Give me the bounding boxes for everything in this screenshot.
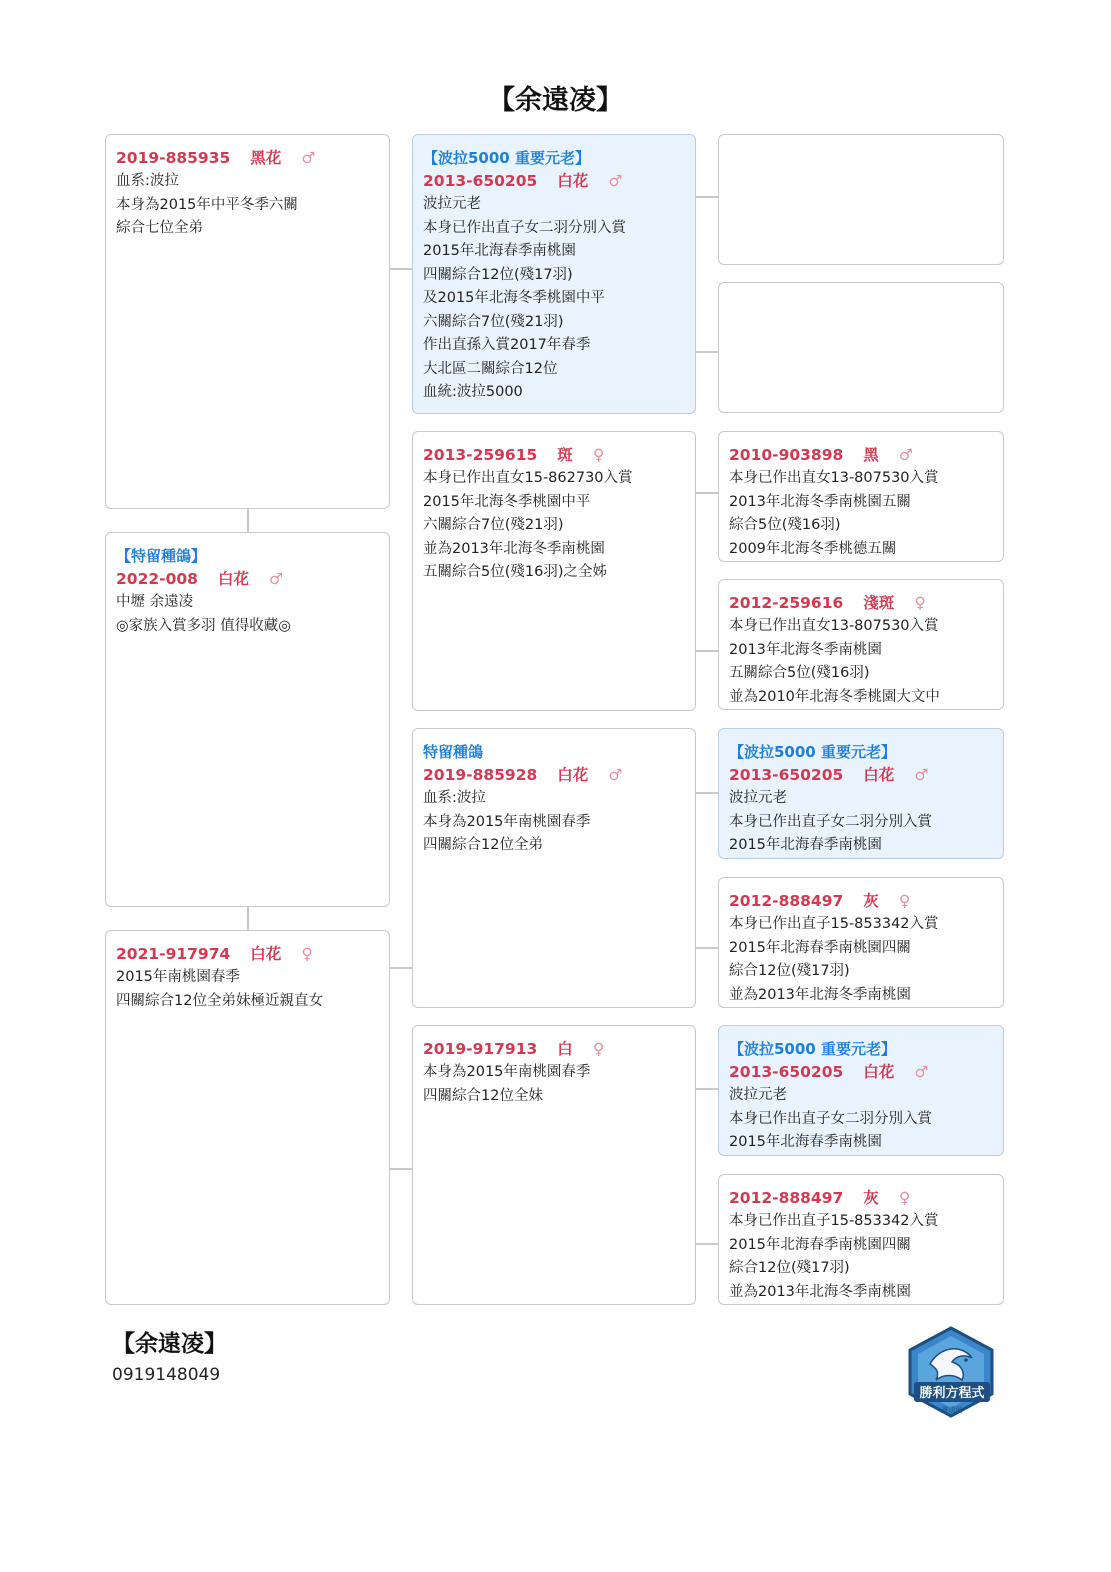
- connector: [695, 1243, 719, 1245]
- feather-color: 白花: [863, 1063, 895, 1081]
- pedigree-note: 2015年北海春季南桃園四關: [729, 939, 911, 956]
- logo-subtext: 賽鴿網: [941, 1406, 963, 1414]
- pedigree-note: 血統:波拉5000: [423, 384, 523, 400]
- pedigree-note: 綜合5位(殘16羽): [729, 517, 841, 533]
- pedigree-note: 並為2013年北海冬季南桃園: [729, 986, 911, 1003]
- sex-symbol: ♀: [301, 945, 313, 963]
- connector: [695, 196, 719, 198]
- pedigree-note: ◎家族入賞多羽 值得收藏◎: [116, 617, 291, 634]
- dam-sire-card: [412, 728, 696, 1008]
- sex-symbol: ♂: [608, 766, 623, 784]
- pedigree-note: 2015年南桃園春季: [116, 969, 240, 985]
- pedigree-note: 四關綜合12位全妹: [423, 1087, 543, 1104]
- connector: [695, 1088, 719, 1090]
- pedigree-note: 血系:波拉: [116, 173, 179, 189]
- pedigree-note: 2013年北海冬季南桃園: [729, 641, 882, 658]
- connector: [247, 906, 249, 931]
- feather-color: 灰: [863, 892, 879, 910]
- connector: [389, 1168, 413, 1170]
- pedigree-note: 六關綜合7位(殘21羽): [423, 517, 564, 533]
- pedigree-note: 本身已作出直子女二羽分別入賞: [729, 813, 932, 830]
- pigeon-header: [729, 1061, 993, 1084]
- pedigree-note: 五關綜合5位(殘16羽): [729, 665, 870, 681]
- pigeon-header: [423, 764, 685, 787]
- pigeon-header: [423, 444, 685, 467]
- sex-symbol: ♂: [301, 149, 316, 167]
- dam-card: [105, 930, 390, 1305]
- ring-number: 2021-917974: [116, 945, 231, 963]
- connector: [695, 947, 719, 949]
- card-tag: 【波拉5000 重要元老】: [729, 1040, 896, 1058]
- pedigree-note: 2013年北海冬季南桃園五關: [729, 493, 911, 510]
- pedigree-note: 四關綜合12位(殘17羽): [423, 266, 573, 283]
- feather-color: 黑花: [250, 149, 282, 167]
- pigeon-header: [423, 170, 685, 193]
- pigeon-header: [729, 444, 993, 467]
- pedigree-note: 並為2010年北海冬季桃園大文中: [729, 688, 940, 705]
- pigeon-header: [116, 568, 379, 591]
- pedigree-note: 2015年北海冬季桃園中平: [423, 493, 591, 510]
- g3-card-5: [718, 728, 1004, 859]
- ring-number: 2012-888497: [729, 892, 844, 910]
- sex-symbol: ♀: [898, 892, 911, 910]
- feather-color: 淺斑: [863, 594, 895, 612]
- pedigree-note: 綜合12位(殘17羽): [729, 963, 850, 979]
- pedigree-note: 2015年北海春季南桃園: [729, 1134, 882, 1150]
- g3-card-2: [718, 282, 1004, 413]
- feather-color: 斑: [557, 446, 573, 464]
- pedigree-note: 及2015年北海冬季桃園中平: [423, 290, 605, 306]
- pedigree-note: 本身已作出直女15-862730入賞: [423, 470, 633, 486]
- pedigree-note: 中壢 余遠凌: [116, 594, 194, 610]
- sire-dam-card: [412, 431, 696, 711]
- ring-number: 2019-917913: [423, 1040, 538, 1058]
- pedigree-note: 本身為2015年中平冬季六關: [116, 196, 298, 213]
- ring-number: 2012-888497: [729, 1189, 844, 1207]
- ring-number: 2012-259616: [729, 594, 844, 612]
- pedigree-note: 2015年北海春季南桃園四關: [729, 1236, 911, 1253]
- card-tag: 特留種鴿: [423, 743, 484, 761]
- subject-card: [105, 532, 390, 907]
- ring-number: 2013-650205: [729, 766, 844, 784]
- pigeon-header: [729, 592, 993, 615]
- pedigree-note: 波拉元老: [423, 196, 481, 212]
- pedigree-note: 大北區二關綜合12位: [423, 360, 558, 377]
- connector: [389, 268, 413, 270]
- pedigree-note: 本身已作出直女13-807530入賞: [729, 618, 939, 634]
- connector: [695, 492, 719, 494]
- pedigree-note: 六關綜合7位(殘21羽): [423, 313, 564, 330]
- pedigree-note: 血系:波拉: [423, 790, 486, 806]
- ring-number: 2022-008: [116, 570, 198, 588]
- pedigree-note: 四關綜合12位全弟妹極近親直女: [116, 992, 323, 1009]
- ring-number: 2013-650205: [423, 172, 538, 190]
- ring-number: 2013-650205: [729, 1063, 844, 1081]
- sex-symbol: ♀: [898, 1189, 911, 1207]
- sire-sire-card: [412, 134, 696, 414]
- card-tag: 【特留種鴿】: [116, 547, 207, 565]
- pedigree-note: 綜合七位全弟: [116, 220, 203, 236]
- sex-symbol: ♂: [914, 1063, 929, 1081]
- pigeon-header: [116, 943, 379, 966]
- brand-logo: [900, 1324, 1002, 1420]
- feather-color: 黑: [863, 446, 879, 464]
- sex-symbol: ♀: [592, 446, 605, 464]
- ring-number: 2019-885935: [116, 149, 231, 167]
- pigeon-header: [729, 1187, 993, 1210]
- g3-card-1: [718, 134, 1004, 265]
- pedigree-note: 本身為2015年南桃園春季: [423, 1064, 591, 1080]
- sex-symbol: ♂: [268, 570, 283, 588]
- pedigree-note: 本身已作出直子15-853342入賞: [729, 1213, 939, 1229]
- dam-dam-card: [412, 1025, 696, 1305]
- sex-symbol: ♂: [914, 766, 929, 784]
- ring-number: 2013-259615: [423, 446, 538, 464]
- logo-text: 勝利方程式: [919, 1386, 985, 1401]
- feather-color: 灰: [863, 1189, 879, 1207]
- sire-card: [105, 134, 390, 509]
- ring-number: 2019-885928: [423, 766, 538, 784]
- ring-number: 2010-903898: [729, 446, 844, 464]
- page-title: 【余遠凌】: [488, 85, 623, 116]
- pedigree-note: 波拉元老: [729, 790, 787, 806]
- pedigree-note: 本身已作出直子女二羽分別入賞: [729, 1110, 932, 1127]
- pedigree-note: 五關綜合5位(殘16羽)之全姊: [423, 564, 607, 580]
- pedigree-note: 本身已作出直子女二羽分別入賞: [423, 219, 626, 236]
- pedigree-note: 2015年北海春季南桃園: [729, 837, 882, 853]
- pigeon-header: [116, 147, 379, 170]
- sex-symbol: ♀: [592, 1040, 605, 1058]
- g3-card-3: [718, 431, 1004, 562]
- feather-color: 白: [557, 1040, 573, 1058]
- pedigree-note: 並為2013年北海冬季南桃園: [423, 540, 605, 557]
- pedigree-note: 四關綜合12位全弟: [423, 837, 543, 853]
- sex-symbol: ♀: [914, 594, 926, 612]
- pedigree-note: 2009年北海冬季桃德五關: [729, 540, 897, 557]
- pigeon-header: [729, 890, 993, 913]
- connector: [695, 351, 719, 353]
- pigeon-header: [423, 1038, 685, 1061]
- pedigree-note: 綜合12位(殘17羽): [729, 1260, 850, 1276]
- feather-color: 白花: [557, 766, 589, 784]
- sex-symbol: ♂: [898, 446, 913, 464]
- pedigree-note: 本身為2015年南桃園春季: [423, 813, 591, 830]
- footer-phone: 0919148049: [112, 1365, 221, 1385]
- pedigree-note: 2015年北海春季南桃園: [423, 243, 576, 259]
- pigeon-header: [729, 764, 993, 787]
- feather-color: 白花: [217, 570, 249, 588]
- feather-color: 白花: [863, 766, 895, 784]
- pedigree-note: 波拉元老: [729, 1087, 787, 1103]
- pedigree-note: 作出直孫入賞2017年春季: [423, 337, 591, 353]
- connector: [695, 792, 719, 794]
- pedigree-note: 本身已作出直女13-807530入賞: [729, 470, 939, 486]
- g3-card-8: [718, 1174, 1004, 1305]
- g3-card-7: [718, 1025, 1004, 1156]
- connector: [389, 967, 413, 969]
- pedigree-note: 並為2013年北海冬季南桃園: [729, 1283, 911, 1300]
- footer-owner: 【余遠凌】: [112, 1331, 227, 1357]
- card-tag: 【波拉5000 重要元老】: [423, 149, 590, 167]
- g3-card-4: [718, 579, 1004, 710]
- pedigree-note: 本身已作出直子15-853342入賞: [729, 916, 939, 932]
- feather-color: 白花: [557, 172, 589, 190]
- g3-card-6: [718, 877, 1004, 1008]
- card-tag: 【波拉5000 重要元老】: [729, 743, 896, 761]
- feather-color: 白花: [250, 945, 282, 963]
- connector: [695, 650, 719, 652]
- connector: [247, 508, 249, 533]
- sex-symbol: ♂: [608, 172, 623, 190]
